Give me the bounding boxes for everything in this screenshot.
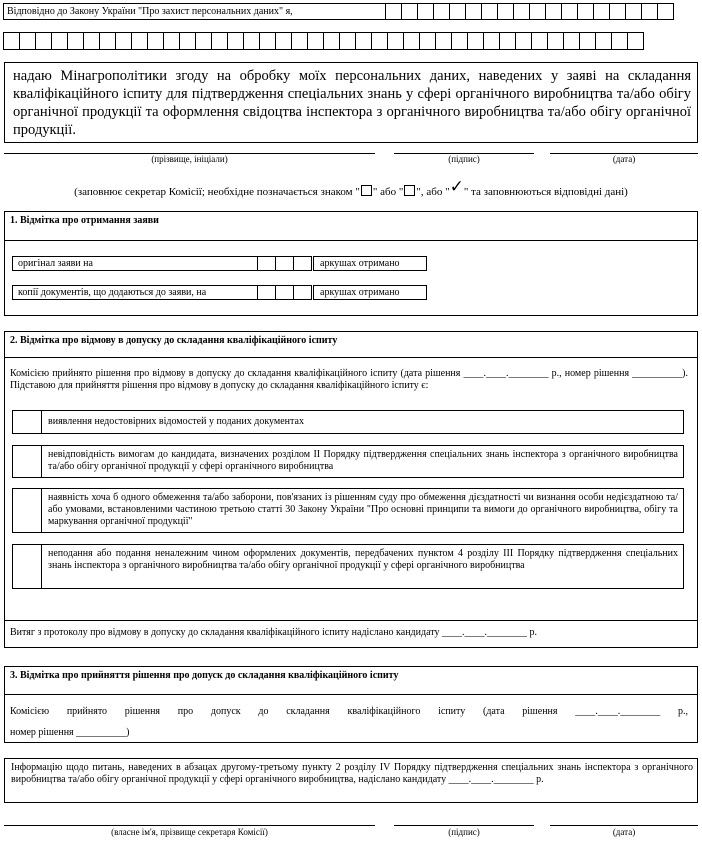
empty-box-symbol-2 bbox=[404, 185, 415, 196]
refusal-intro: Комісією прийнято рішення про відмову в допуску до складання кваліфікаційного іспиту (дата рішення ____.____.________ р., номер рішення __________). Підставою для прийняття рішення про відмову в допуску до складання кваліфікаційного іспиту є: bbox=[10, 368, 688, 391]
name-cells-row2[interactable] bbox=[4, 32, 644, 50]
original-sheets-cells[interactable] bbox=[258, 256, 312, 271]
reason-1: виявлення недостовірних відомостей у поданих документах bbox=[41, 410, 684, 434]
reason-4: неподання або подання неналежним чином оформлених документів, передбачених пунктом 4 розділу III Порядку підтвердження спеціальних знань інспектора з органічного виробництва та/або обігу органічної продукції у сфері органічного виробництва bbox=[41, 544, 684, 589]
checkmark-icon: ✓ bbox=[449, 177, 464, 197]
section-1-title: 1. Відмітка про отримання заяви bbox=[10, 215, 159, 226]
original-label: оригінал заяви на bbox=[12, 256, 258, 271]
caption-name: (прізвище, ініціали) bbox=[151, 154, 228, 164]
caption-signature: (підпис) bbox=[448, 154, 480, 164]
info-text: Інформацію щодо питань, наведених в абзацах другому-третьому пункту 2 розділу IV Порядку підтвердження спеціальних знань інспектора з органічного виробництва та/або обігу органічної продукції у сфері органічного виробництва, надіслано кандидату ____.____.________ р. bbox=[11, 762, 693, 785]
consent-intro-text: Відповідно до Закону України "Про захист персональних даних" я, bbox=[7, 6, 293, 17]
reason-3-checkbox[interactable] bbox=[12, 488, 42, 533]
copies-sheets-cells[interactable] bbox=[258, 285, 312, 300]
copies-suffix: аркушах отримано bbox=[313, 285, 427, 300]
name-cells-row1[interactable] bbox=[386, 3, 674, 20]
reason-2-checkbox[interactable] bbox=[12, 445, 42, 478]
reason-4-checkbox[interactable] bbox=[12, 544, 42, 589]
original-suffix: аркушах отримано bbox=[313, 256, 427, 271]
consent-paragraph: надаю Мінагрополітики згоду на обробку моїх персональних даних, наведених у заяві на складання кваліфікаційного іспиту для підтвердження спеціальних знань у сфері органічного виробництва та/або обігу органічної продукції та оформлення свідоцтва інспектора з органічного виробництва та/або обігу органічної продукції. bbox=[13, 68, 691, 138]
secretary-signature-line[interactable] bbox=[394, 825, 534, 826]
instruction-note: (заповнює секретар Комісії; необхідне позначається знаком " " або " ", або "✓" та заповнюються відповідні дані) bbox=[74, 177, 628, 198]
info-box bbox=[4, 758, 698, 803]
reason-2: невідповідність вимогам до кандидата, визначених розділом II Порядку підтвердження спеціальних знань інспектора з органічного виробництва та/або обігу органічної продукції у сфері органічного виробництва bbox=[41, 445, 684, 478]
consent-paragraph-box bbox=[4, 62, 698, 143]
caption-secretary-name: (власне ім'я, прізвище секретаря Комісії) bbox=[111, 827, 268, 837]
refusal-extract-sent: Витяг з протоколу про відмову в допуску до складання кваліфікаційного іспиту надіслано кандидату ____.____.________ р. bbox=[10, 627, 537, 638]
empty-box-symbol bbox=[361, 185, 372, 196]
reason-1-checkbox[interactable] bbox=[12, 410, 42, 434]
copies-label: копії документів, що додаються до заяви, на bbox=[12, 285, 258, 300]
caption-secretary-signature: (підпис) bbox=[448, 827, 480, 837]
admission-decision-number: номер рішення __________) bbox=[10, 727, 130, 738]
caption-date: (дата) bbox=[612, 154, 636, 164]
caption-secretary-date: (дата) bbox=[612, 827, 636, 837]
secretary-date-line[interactable] bbox=[550, 825, 698, 826]
admission-decision-line: Комісією прийнято рішення про допуск до складання кваліфікаційного іспиту (дата рішення ____.____.________ р., bbox=[10, 706, 688, 717]
consent-line-row bbox=[3, 3, 386, 20]
section-3-title: 3. Відмітка про прийняття рішення про допуск до складання кваліфікаційного іспиту bbox=[10, 670, 399, 681]
secretary-name-line[interactable] bbox=[4, 825, 375, 826]
reason-3: наявність хоча б одного обмеження та/або заборони, пов'язаних із рішенням суду про обмеження дієздатності чи визнання особи недієздатною та/або умовами, встановленими частиною третьою статті 30 Закону України "Про основні принципи та вимоги до органічного виробництва, обігу та маркування органічної продукції" bbox=[41, 488, 684, 533]
section-2-title: 2. Відмітка про відмову в допуску до складання кваліфікаційного іспиту bbox=[10, 335, 338, 346]
